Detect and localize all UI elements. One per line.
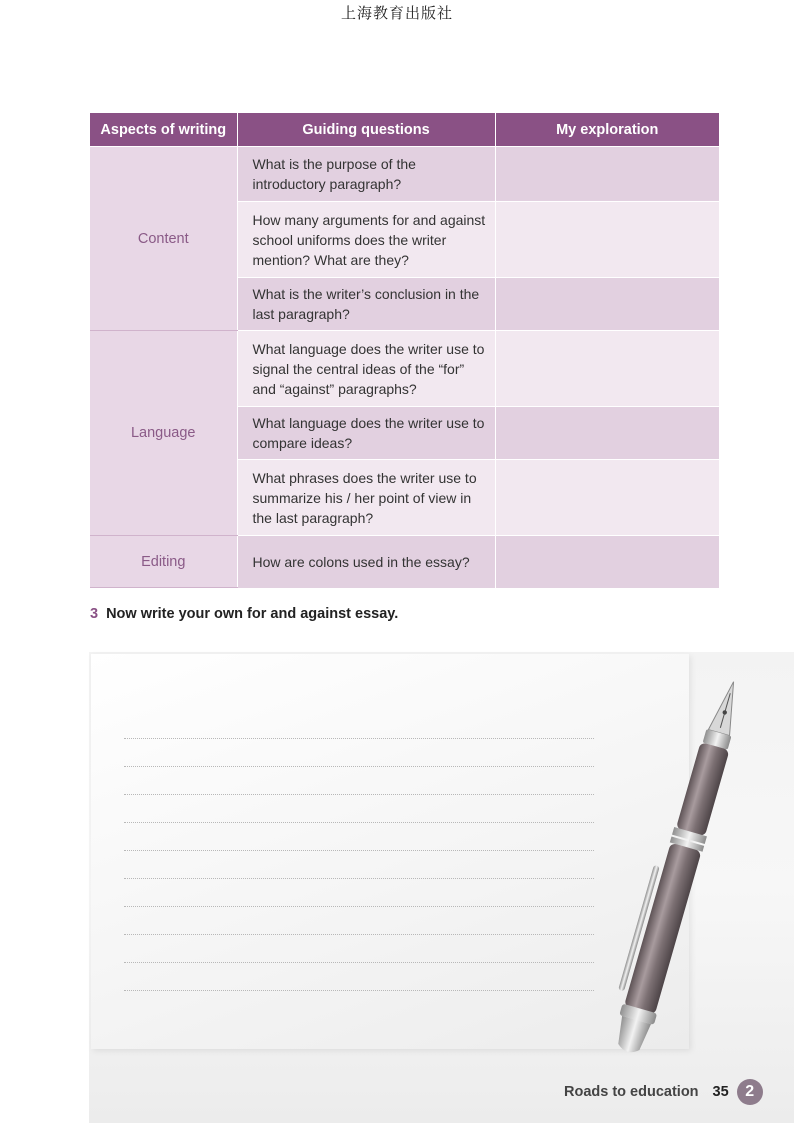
writing-line[interactable] (124, 822, 594, 823)
guiding-question: What phrases does the writer use to summarize his / her point of view in the last paragraph? (237, 460, 495, 536)
unit-title: Roads to education (564, 1084, 699, 1100)
table-header-row (90, 113, 719, 147)
guiding-question: How are colons used in the essay? (237, 536, 495, 588)
column-header-questions: Guiding questions (237, 113, 495, 147)
writing-line[interactable] (124, 990, 594, 991)
task-number: 3 (90, 606, 99, 622)
aspect-language: Language (90, 331, 237, 536)
exploration-cell[interactable] (495, 460, 719, 536)
exploration-cell[interactable] (495, 147, 719, 202)
table-row (90, 536, 719, 588)
writing-line[interactable] (124, 794, 594, 795)
task-instruction (90, 606, 398, 622)
task-text: Now write your own for and against essay. (106, 606, 399, 622)
exploration-cell[interactable] (495, 536, 719, 588)
writing-line[interactable] (124, 738, 594, 739)
page-number: 35 (712, 1084, 729, 1100)
page-footer (564, 1079, 763, 1105)
publisher-header: 上海教育出版社 (340, 4, 453, 22)
unit-number-badge: 2 (737, 1079, 763, 1105)
guiding-question: What is the purpose of the introductory paragraph? (237, 147, 495, 202)
writing-line[interactable] (124, 962, 594, 963)
exploration-cell[interactable] (495, 202, 719, 278)
exploration-cell[interactable] (495, 331, 719, 407)
column-header-aspects: Aspects of writing (90, 113, 237, 147)
fountain-pen-icon (604, 672, 754, 1072)
exploration-cell[interactable] (495, 278, 719, 331)
guiding-question: What is the writer’s conclusion in the last paragraph? (237, 278, 495, 331)
writing-line[interactable] (124, 934, 594, 935)
aspect-content: Content (90, 147, 237, 331)
writing-area (89, 652, 794, 1123)
exploration-cell[interactable] (495, 407, 719, 460)
guiding-question: How many arguments for and against school uniforms does the writer mention? What are they? (237, 202, 495, 278)
table-row (90, 147, 719, 202)
guiding-question: What language does the writer use to compare ideas? (237, 407, 495, 460)
guiding-question: What language does the writer use to signal the central ideas of the “for” and “against” paragraphs? (237, 331, 495, 407)
writing-line[interactable] (124, 766, 594, 767)
table-row (90, 331, 719, 407)
writing-line[interactable] (124, 850, 594, 851)
writing-paper[interactable] (91, 654, 689, 1049)
writing-line[interactable] (124, 906, 594, 907)
column-header-exploration: My exploration (495, 113, 719, 147)
writing-line[interactable] (124, 878, 594, 879)
aspect-editing: Editing (90, 536, 237, 588)
writing-guide-table (90, 113, 719, 588)
